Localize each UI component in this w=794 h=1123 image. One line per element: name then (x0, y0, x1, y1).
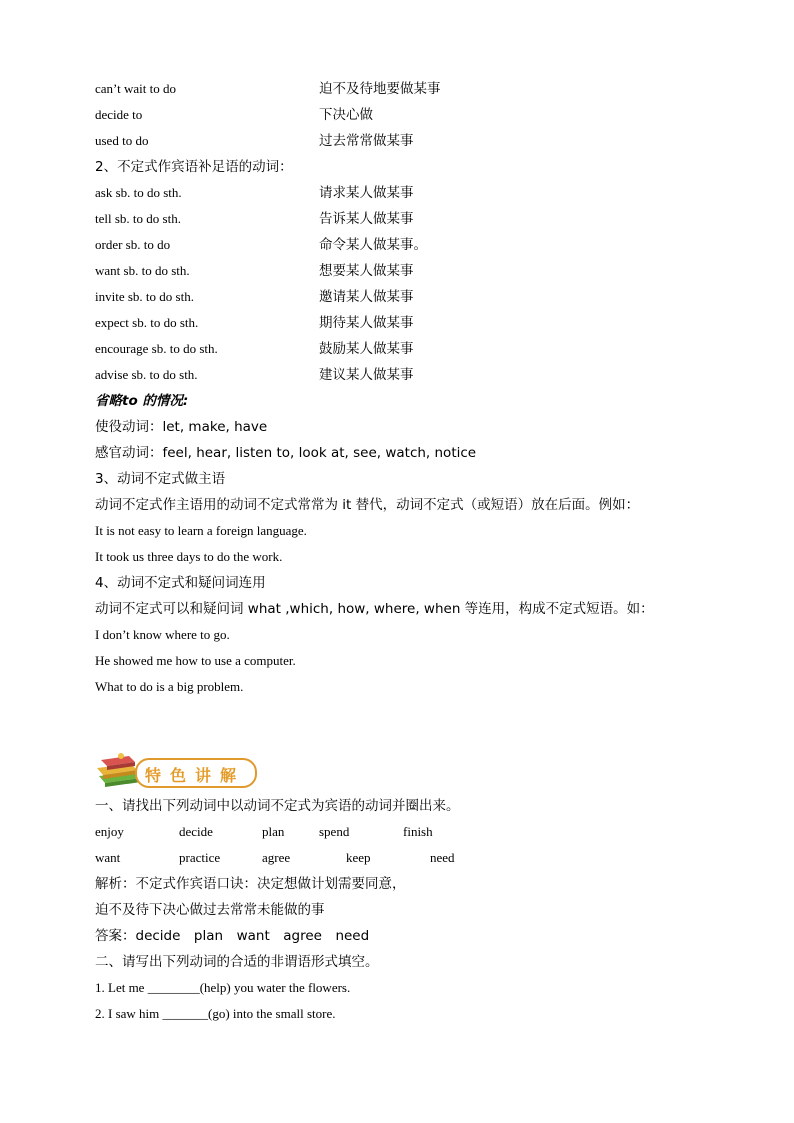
phrase-cn: 鼓励某人做某事 (319, 341, 414, 357)
fill-blank-sentence: 2. I saw him _______(go) into the small store. (95, 1006, 336, 1021)
section-heading: 2、不定式作宾语补足语的动词： (95, 159, 293, 175)
verb-option: need (430, 850, 455, 865)
section-heading: 3、动词不定式做主语 (95, 471, 226, 487)
verb-option: decide (179, 824, 213, 839)
banner-label: 特色讲解 (145, 766, 246, 785)
phrase-cn: 建议某人做某事 (319, 367, 414, 383)
feature-banner (95, 752, 260, 792)
phrase-en: used to do (95, 133, 149, 148)
causative-verbs: 使役动词：let, make, have (95, 419, 268, 435)
verb-option: spend (319, 824, 350, 839)
section-heading: 4、动词不定式和疑问词连用 (95, 575, 266, 591)
phrase-en: order sb. to do (95, 237, 171, 252)
verb-option: agree (262, 850, 291, 865)
phrase-cn: 邀请某人做某事 (319, 289, 414, 305)
paragraph: 动词不定式作主语用的动词不定式常常为 it 替代，动词不定式（或短语）放在后面。例如： (95, 497, 640, 513)
exercise-question: 二、请写出下列动词的合适的非谓语形式填空。 (95, 954, 379, 970)
omit-to-heading: 省略to 的情况: (95, 393, 189, 409)
fill-blank-sentence: 1. Let me ________(help) you water the flowers. (95, 980, 351, 995)
phrase-en: advise sb. to do sth. (95, 367, 198, 382)
phrase-en: decide to (95, 107, 143, 122)
analysis-line: 解析：不定式作宾语口诀：决定想做计划需要同意， (95, 876, 406, 892)
verb-option: keep (346, 850, 371, 865)
verb-option: practice (179, 850, 221, 865)
phrase-en: want sb. to do sth. (95, 263, 190, 278)
phrase-en: encourage sb. to do sth. (95, 341, 218, 356)
answer-line: 答案：decide plan want agree need (95, 928, 370, 944)
example-sentence: I don’t know where to go. (95, 627, 230, 642)
paragraph: 动词不定式可以和疑问词 what ,which, how, where, when 等连用，构成不定式短语。如： (95, 601, 654, 617)
verb-option: plan (262, 824, 285, 839)
phrase-cn: 告诉某人做某事 (319, 211, 414, 227)
phrase-en: can’t wait to do (95, 81, 176, 96)
phrase-en: tell sb. to do sth. (95, 211, 181, 226)
verb-option: finish (403, 824, 433, 839)
phrase-en: invite sb. to do sth. (95, 289, 194, 304)
example-sentence: It is not easy to learn a foreign language. (95, 523, 307, 538)
sense-verbs: 感官动词：feel, hear, listen to, look at, see, watch, notice (95, 445, 477, 461)
analysis-line: 迫不及待下决心做过去常常未能做的事 (95, 902, 325, 918)
exercise-question: 一、请找出下列动词中以动词不定式为宾语的动词并圈出来。 (95, 798, 460, 814)
phrase-en: ask sb. to do sth. (95, 185, 182, 200)
banner-pill (135, 758, 257, 788)
phrase-cn: 迫不及待地要做某事 (319, 81, 441, 97)
phrase-cn: 命令某人做某事。 (319, 237, 427, 253)
phrase-cn: 下决心做 (319, 107, 373, 123)
phrase-cn: 期待某人做某事 (319, 315, 414, 331)
verb-option: want (95, 850, 121, 865)
phrase-cn: 想要某人做某事 (319, 263, 414, 279)
example-sentence: What to do is a big problem. (95, 679, 244, 694)
phrase-cn: 请求某人做某事 (319, 185, 414, 201)
phrase-en: expect sb. to do sth. (95, 315, 199, 330)
verb-option: enjoy (95, 824, 124, 839)
example-sentence: It took us three days to do the work. (95, 549, 283, 564)
example-sentence: He showed me how to use a computer. (95, 653, 296, 668)
phrase-cn: 过去常常做某事 (319, 133, 414, 149)
